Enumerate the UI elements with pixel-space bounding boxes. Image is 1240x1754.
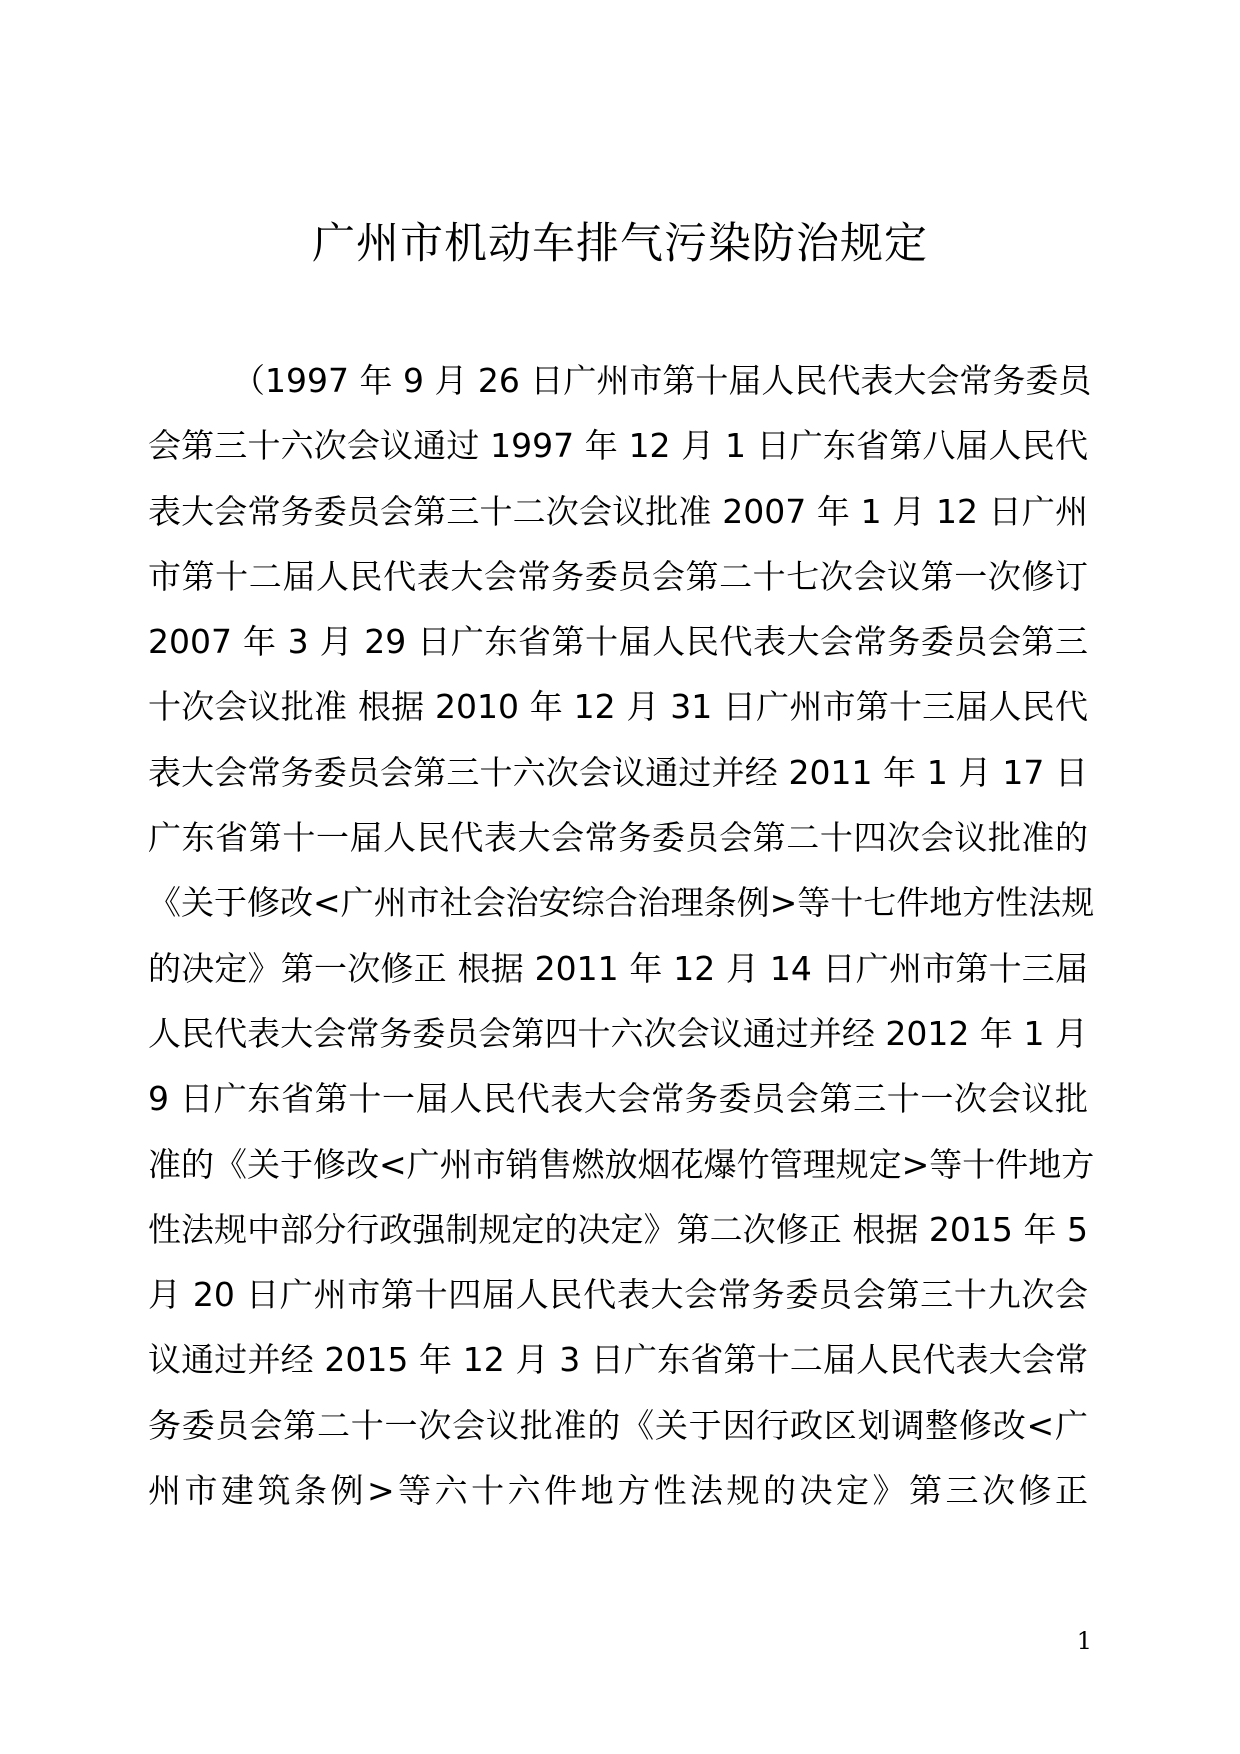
- preamble-line: 准的《关于修改<广州市销售燃放烟花爆竹管理规定>等十件地方: [148, 1144, 1095, 1184]
- preamble-line: 表大会常务委员会第三十二次会议批准 2007 年 1 月 12 日广州: [148, 491, 1088, 531]
- page-number: 1: [1076, 1627, 1092, 1655]
- preamble-line: 会第三十六次会议通过 1997 年 12 月 1 日广东省第八届人民代: [148, 426, 1088, 466]
- preamble-line: 性法规中部分行政强制规定的决定》第二次修正 根据 2015 年 5: [148, 1209, 1088, 1249]
- preamble-line: 9 日广东省第十一届人民代表大会常务委员会第三十一次会议批: [148, 1079, 1088, 1119]
- preamble-line: 州市建筑条例>等六十六件地方性法规的决定》第三次修正: [148, 1471, 1088, 1511]
- preamble-line: 月 20 日广州市第十四届人民代表大会常务委员会第三十九次会: [148, 1275, 1088, 1315]
- preamble-line: 务委员会第二十一次会议批准的《关于因行政区划调整修改<广: [148, 1405, 1088, 1445]
- page-title: 广州市机动车排气污染防治规定: [312, 219, 928, 269]
- preamble-line: 议通过并经 2015 年 12 月 3 日广东省第十二届人民代表大会常: [148, 1340, 1088, 1380]
- preamble-line: 2007 年 3 月 29 日广东省第十届人民代表大会常务委员会第三: [148, 622, 1088, 662]
- preamble-line: （1997 年 9 月 26 日广州市第十届人民代表大会常务委员: [232, 361, 1092, 400]
- preamble-line: 市第十二届人民代表大会常务委员会第二十七次会议第一次修订: [148, 556, 1088, 596]
- preamble-line: 表大会常务委员会第三十六次会议通过并经 2011 年 1 月 17 日: [148, 752, 1088, 792]
- preamble-line: 的决定》第一次修正 根据 2011 年 12 月 14 日广州市第十三届: [148, 948, 1088, 988]
- preamble-line: 人民代表大会常务委员会第四十六次会议通过并经 2012 年 1 月: [148, 1013, 1088, 1053]
- preamble-line: 广东省第十一届人民代表大会常务委员会第二十四次会议批准的: [148, 818, 1088, 858]
- preamble-line: 《关于修改<广州市社会治安综合治理条例>等十七件地方性法规: [148, 883, 1095, 923]
- preamble-paragraph: [148, 348, 1095, 1523]
- preamble-line: 十次会议批准 根据 2010 年 12 月 31 日广州市第十三届人民代: [148, 687, 1088, 727]
